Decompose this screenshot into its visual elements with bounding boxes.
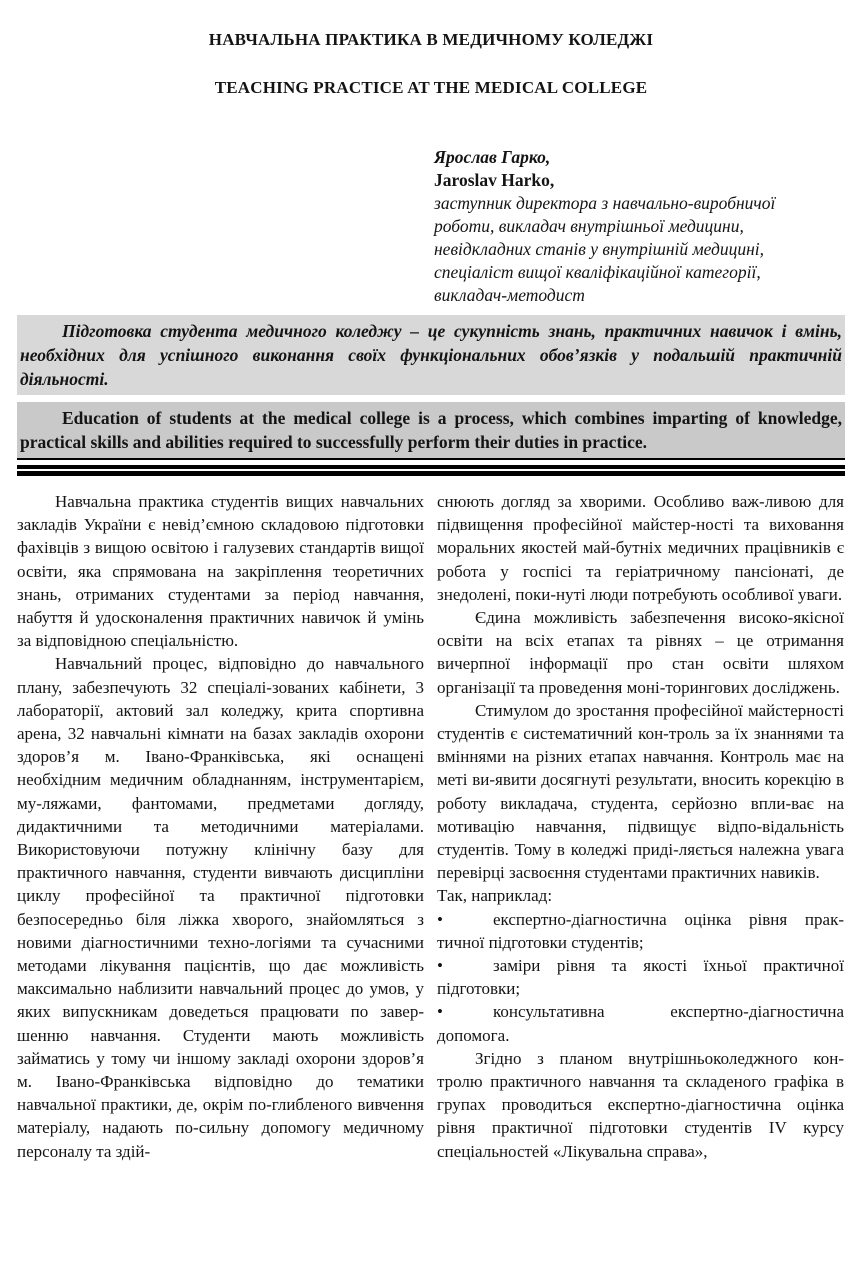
list-item: [437, 908, 844, 954]
author-affiliation-line: заступник директора з навчально-виробничої: [434, 193, 776, 213]
list-item-text: заміри рівня та якості їхньої практичної підготовки;: [437, 956, 844, 999]
author-affiliation-line: викладач-методист: [434, 285, 585, 305]
paragraph: Згідно з планом внутрішньоколеджного кон-тролю практичного навчання та складеного графіка в групах проводиться експертно-діагностична оцінка рівня практичної підготовки студентів IV курсу спеціальностей «Лікувальна справа»,: [437, 1048, 844, 1161]
separator-double-rule: [17, 465, 845, 476]
article-body: [17, 490, 845, 1163]
body-column-right: [437, 490, 844, 1163]
page-title-en: TEACHING PRACTICE AT THE MEDICAL COLLEGE: [214, 78, 648, 97]
bullet-icon: •: [437, 1002, 443, 1022]
author-name-uk: Ярослав Гарко,: [434, 147, 551, 167]
paragraph: Єдина можливість забезпечення високо-якісної освіти на всіх етапах та рівнях – це отримання вичерпної інформації про стан освіти шляхом організації та проведення моні-торингових досліджень.: [437, 608, 844, 697]
list-item: [437, 1000, 844, 1046]
list-intro: Так, наприклад:: [437, 886, 553, 906]
list-item: [437, 954, 844, 1000]
abstract-english: Education of students at the medical college is a process, which combines imparting of knowledge, practical skills and abilities required to successfully perform their duties in practice.: [17, 402, 845, 460]
list-item-text: консультативна експертно-діагностична допомога.: [437, 1002, 844, 1045]
author-block: [434, 146, 846, 307]
page-title-uk: НАВЧАЛЬНА ПРАКТИКА В МЕДИЧНОМУ КОЛЕДЖІ: [208, 30, 654, 49]
author-name-en: Jaroslav Harko,: [434, 170, 555, 190]
bullet-icon: •: [437, 909, 443, 929]
author-affiliation-line: спеціаліст вищої кваліфікаційної категорії,: [434, 262, 761, 282]
body-column-left: [17, 490, 424, 1163]
paragraph: Навчальний процес, відповідно до навчального плану, забезпечують 32 спеціалі-зованих кабінети, 3 лабораторії, актовий зал коледжу, крита спортивна арена, 32 навчальні кімнати на базах закладів охорони здоров’я м. Івано-Франківська, які оснащені необхідним медичним обладнанням, інструментарієм, му-ляжами, фантомами, предметами догляду, дидактичними та методичними матеріалами. Використовуючи потужну клінічну базу для практичного навчання, студенти вивчають дисципліни циклу професійної та практичної підготовки безпосередньо біля ліжка хворого, знайомляться з новими діагностичними техно-логіями та сучасними методами лікування пацієнтів, що дає можливість максимально наблизити навчальний процес до умов, у яких випускникам доведеться працювати по завер-шенню навчання. Студенти мають можливість займатись у тому чи іншому закладі охорони здоров’я м. Івано-Франківська відповідно до тематики навчальної практики, де, окрім по-глибленого вивчення матеріалу, надають по-сильну допомогу медичному персоналу та здій-: [17, 654, 424, 1161]
paragraph: снюють догляд за хворими. Особливо важ-ливою для підвищення професійної майстер-ності та виховання моральних якостей май-бутніх медичних працівників є робота у госпісі та геріатричному пансіонаті, де знедолені, поки-нуті люди потребують особливої уваги.: [437, 492, 844, 604]
abstract-ukrainian: Підготовка студента медичного коледжу – це сукупність знань, практичних навичок і вмінь, необхідних для успішного виконання своїх функціональних обов’язків у подальшій практичній діяльності.: [17, 315, 845, 395]
author-affiliation-line: роботи, викладач внутрішньої медицини,: [434, 216, 744, 236]
list-item-text: експертно-діагностична оцінка рівня прак-тичної підготовки студентів;: [437, 909, 844, 952]
paragraph: Навчальна практика студентів вищих навчальних закладів України є невід’ємною складовою підготовки фахівців з вищою освітою і галузевих стандартів вищої освіти, яка спрямована на закріплення теоретичних знань, отриманих студентами за період навчання, набуття й удосконалення практичних навичок й умінь за відповідною спеціальністю.: [17, 492, 424, 651]
author-affiliation-line: невідкладних станів у внутрішній медицині,: [434, 239, 765, 259]
bullet-icon: •: [437, 956, 443, 976]
paragraph: Стимулом до зростання професійної майстерності студентів є систематичний кон-троль за їх знаннями та вміннями на різних етапах навчання. Контроль має на меті ви-явити досягнуті результати, вносить корекцію в роботу викладача, студента, серйозно впли-ває на мотивацію навчання, підвищує відпо-відальність студентів. Тому в коледжі приді-ляється належна увага перевірці засвоєння студентами практичних навиків.: [437, 700, 844, 883]
